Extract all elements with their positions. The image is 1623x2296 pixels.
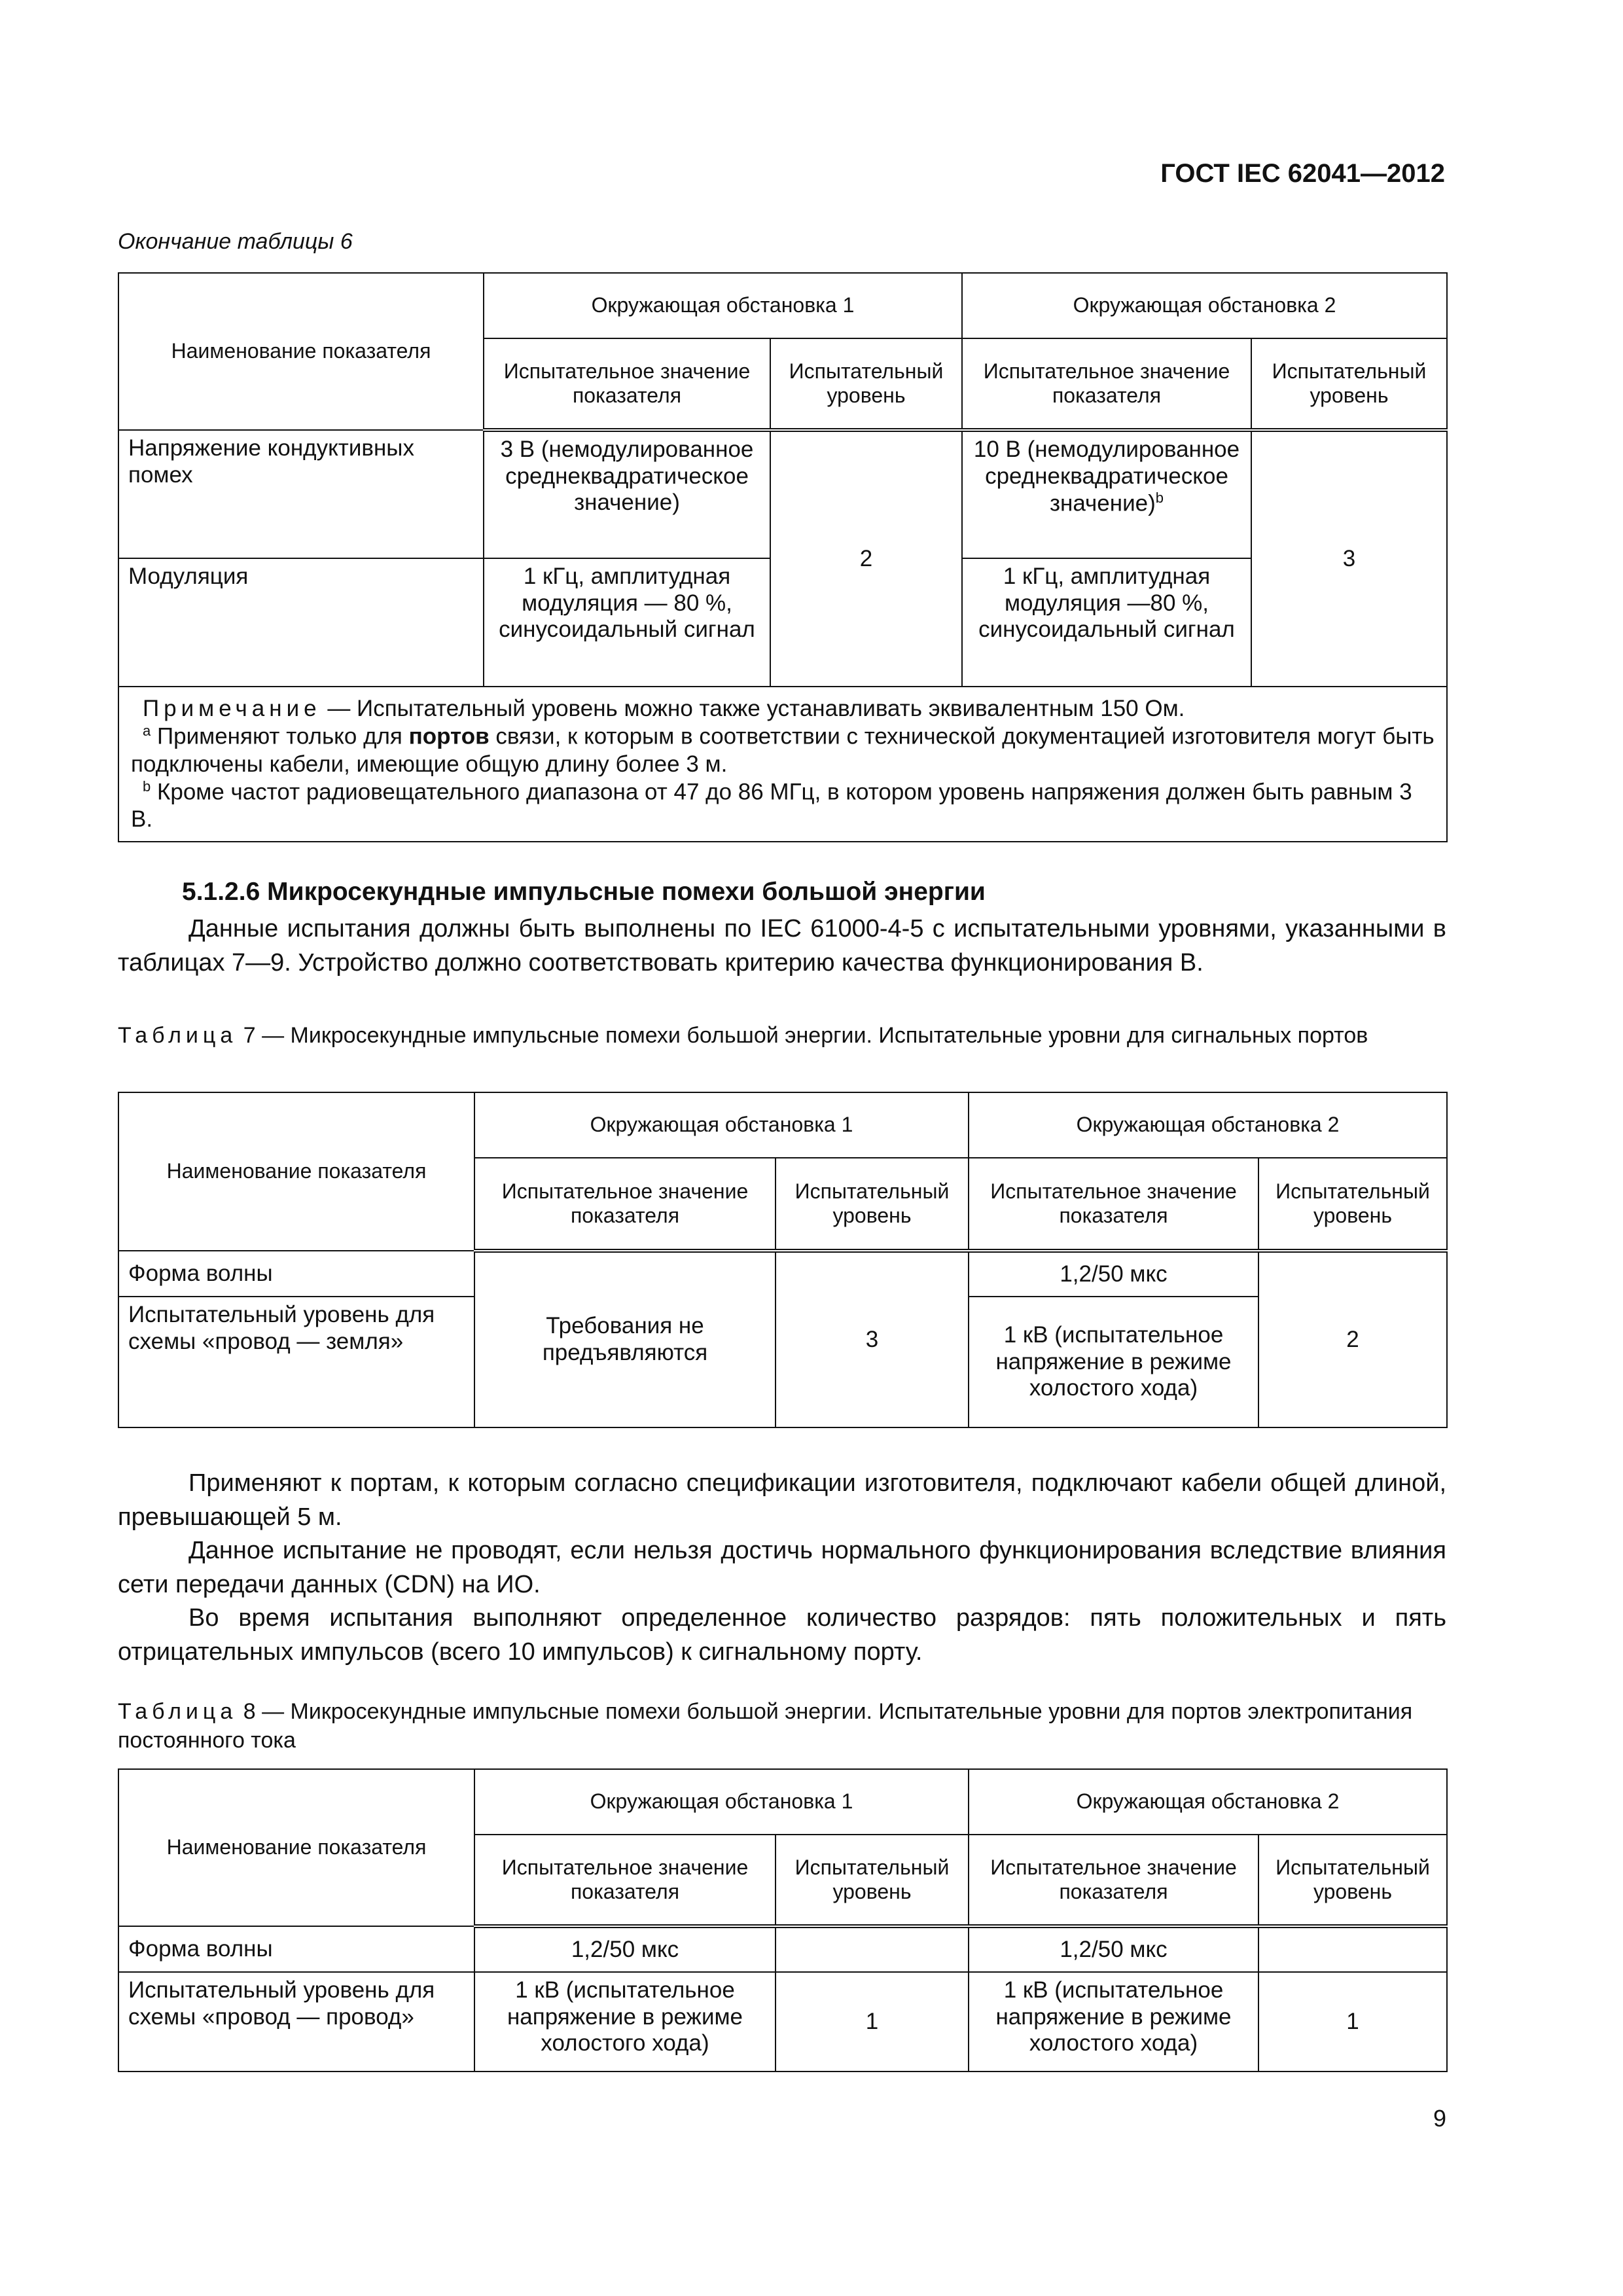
header-env2: Окружающая обстановка 2 <box>962 273 1447 338</box>
row-env2-level: 1 <box>1258 1972 1447 2072</box>
paragraph: Применяют к портам, к которым согласно спецификации изготовителя, подключают кабели общей длиной, превышающей 5 м. <box>118 1469 1446 1532</box>
paragraph: Данное испытание не проводят, если нельзя достичь нормального функционирования вследствие влияния сети передачи данных (CDN) на ИО. <box>118 1537 1446 1599</box>
row-name: Испытательный уровень для схемы «провод — земля» <box>118 1297 474 1427</box>
row-name: Напряжение кондуктивных помех <box>118 430 484 558</box>
table7-caption: Таблица 7 — Микросекундные импульсные помехи большой энергии. Испытательные уровни для сигнальных портов <box>118 1023 1368 1048</box>
header-env1: Окружающая обстановка 1 <box>474 1092 969 1158</box>
header-name: Наименование показателя <box>118 1769 474 1926</box>
header-name: Наименование показателя <box>118 273 484 430</box>
env2-level: 2 <box>1258 1251 1447 1427</box>
table6-notes <box>118 687 1447 842</box>
header-env1-level: Испытательный уровень <box>776 1158 969 1251</box>
row-env2-value: 1,2/50 мкс <box>969 1926 1258 1972</box>
header-env2-level: Испытательный уровень <box>1258 1835 1447 1926</box>
section-heading: 5.1.2.6 Микросекундные импульсные помехи большой энергии <box>182 878 986 906</box>
row-env2-value: 10 В (немодулированное среднеквадратическое значение)$^b$ <box>962 430 1251 558</box>
paragraph: Во время испытания выполняют определенное количество разрядов: пять положительных и пять отрицательных импульсов (всего 10 импульсов) к сигнальному порту. <box>118 1604 1446 1666</box>
page-number: 9 <box>1433 2105 1446 2132</box>
row-name: Форма волны <box>118 1251 474 1297</box>
row-env1-value: 3 В (немодулированное среднеквадратическое значение) <box>484 430 770 558</box>
header-env1: Окружающая обстановка 1 <box>474 1769 969 1835</box>
header-env1-level: Испытательный уровень <box>776 1835 969 1926</box>
env1-value: Требования не предъявляются <box>474 1251 776 1427</box>
header-name: Наименование показателя <box>118 1092 474 1251</box>
header-env1-value: Испытательное значение показателя <box>474 1158 776 1251</box>
env2-level: 3 <box>1251 430 1447 687</box>
table8-caption: Таблица 8 — Микросекундные импульсные помехи большой энергии. Испытательные уровни для портов электропитания постоянного тока <box>118 1699 1413 1753</box>
section-paragraph: Данные испытания должны быть выполнены по IEC 61000-4-5 с испытательными уровнями, указанными в таблицах 7—9. Устройство должно соответствовать критерию качества функционирования В. <box>118 915 1446 977</box>
footnote-a: $^a$ Применяют только для портов связи, к которым в соответствии с технической документацией изготовителя могут быть подключены кабели, имеющие общую длину более 3 м. <box>131 723 1435 777</box>
standard-code: ГОСТ IEC 62041—2012 <box>1160 159 1445 188</box>
row-env2-value: 1 кВ (испытательное напряжение в режиме холостого хода) <box>969 1297 1258 1427</box>
row-name: Испытательный уровень для схемы «провод — провод» <box>118 1972 474 2072</box>
row-env1-value: 1 кГц, амплитудная модуляция — 80 %, синусоидальный сигнал <box>484 558 770 687</box>
env1-level: 2 <box>770 430 962 687</box>
row-env2-value: 1 кВ (испытательное напряжение в режиме холостого хода) <box>969 1972 1258 2072</box>
row-name: Модуляция <box>118 558 484 687</box>
table-note: Примечание — Испытательный уровень можно также устанавливать эквивалентным 150 Ом. <box>143 696 1185 721</box>
header-env2: Окружающая обстановка 2 <box>969 1769 1447 1835</box>
footnote-b: $^b$ Кроме частот радиовещательного диапазона от 47 до 86 МГц, в котором уровень напряжения должен быть равным 3 В. <box>131 778 1412 833</box>
header-env2-level: Испытательный уровень <box>1251 338 1447 430</box>
footnote-ref-b: b <box>1155 490 1164 507</box>
header-env1-level: Испытательный уровень <box>770 338 962 430</box>
row-env1-value: 1,2/50 мкс <box>474 1926 776 1972</box>
row-env1-value: 1 кВ (испытательное напряжение в режиме холостого хода) <box>474 1972 776 2072</box>
header-env1-value: Испытательное значение показателя <box>484 338 770 430</box>
table-8 <box>118 1768 1448 2072</box>
header-env2-level: Испытательный уровень <box>1258 1158 1447 1251</box>
header-env2: Окружающая обстановка 2 <box>969 1092 1447 1158</box>
header-env1: Окружающая обстановка 1 <box>484 273 962 338</box>
env1-level: 3 <box>776 1251 969 1427</box>
header-env2-value: Испытательное значение показателя <box>969 1158 1258 1251</box>
row-env1-level: 1 <box>776 1972 969 2072</box>
header-env2-value: Испытательное значение показателя <box>969 1835 1258 1926</box>
table-7 <box>118 1092 1448 1428</box>
table-6 <box>118 272 1448 842</box>
row-env2-value: 1 кГц, амплитудная модуляция —80 %, синусоидальный сигнал <box>962 558 1251 687</box>
header-env1-value: Испытательное значение показателя <box>474 1835 776 1926</box>
row-env2-level <box>1258 1926 1447 1972</box>
row-name: Форма волны <box>118 1926 474 1972</box>
row-env2-value: 1,2/50 мкс <box>969 1251 1258 1297</box>
table6-continuation-caption: Окончание таблицы 6 <box>118 229 353 254</box>
header-env2-value: Испытательное значение показателя <box>962 338 1251 430</box>
row-env1-level <box>776 1926 969 1972</box>
